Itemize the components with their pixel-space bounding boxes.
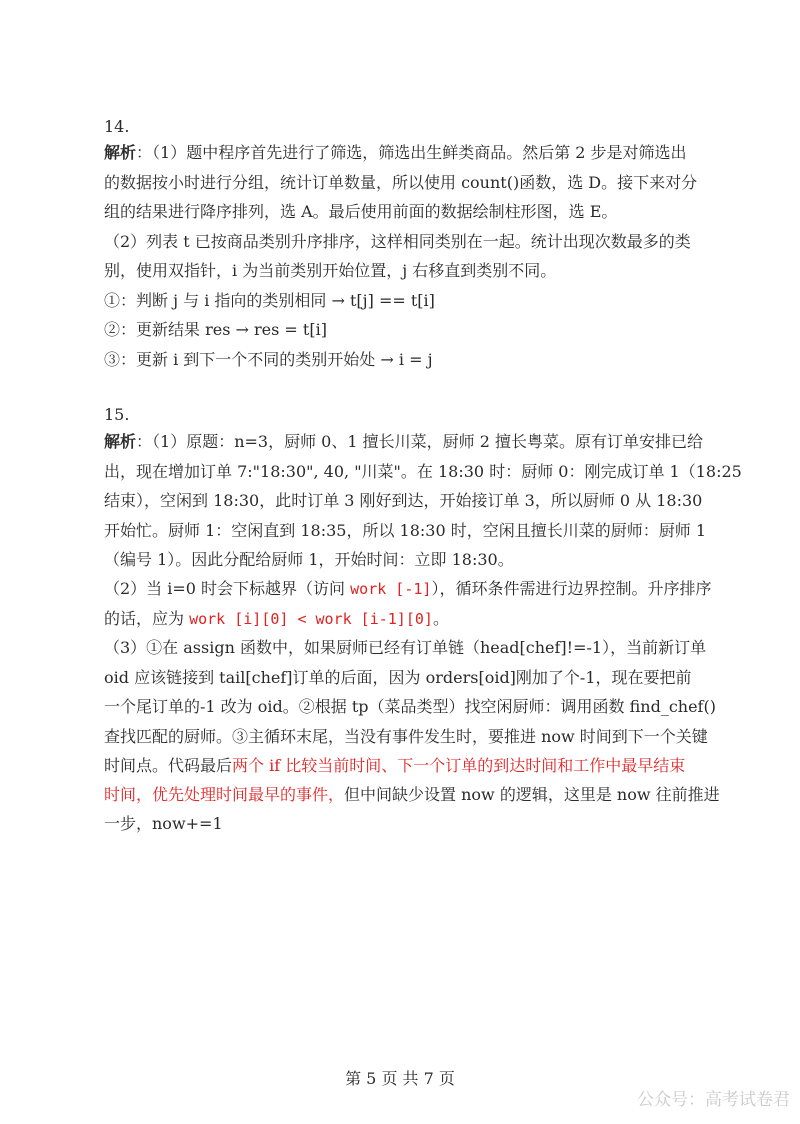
q15-text-1: ：（1）原题：n=3，厨师 0、1 擅长川菜，厨师 2 擅长粤菜。原有订单安排已给 xyxy=(136,432,703,451)
q15-line-8: （3）①在 assign 函数中，如果厨师已经有订单链（head[chef]!=-1），当前新订单 xyxy=(104,638,707,657)
q14-text-1: ：（1）题中程序首先进行了筛选，筛选出生鲜类商品。然后第 2 步是对筛选出 xyxy=(136,143,687,162)
q14-line-3: 组的结果进行降序排列，选 A。最后使用前面的数据绘制柱形图，选 E。 xyxy=(104,202,618,221)
q15-highlight-13: 时间，优先处理时间最早的事件， xyxy=(104,785,345,804)
q14-line-8: ③：更新 i 到下一个不同的类别开始处 → i = j xyxy=(104,350,433,369)
q14-line-5: 别，使用双指针，i 为当前类别开始位置，j 右移直到类别不同。 xyxy=(104,261,557,280)
q15-text-7c: 。 xyxy=(432,609,449,628)
q15-text-7a: 的话，应为 xyxy=(104,609,190,628)
q15-line-12 xyxy=(104,755,685,777)
q14-line-7: ②：更新结果 res → res = t[i] xyxy=(104,320,327,339)
question-15-number: 15. xyxy=(104,405,130,424)
q15-text-6c: ），循环条件需进行边界控制。升序排序 xyxy=(431,579,712,598)
q15-line-2: 出，现在增加订单 7:"18:30", 40, "川菜"。在 18:30 时：厨师 0：刚完成订单 1（18:25 xyxy=(104,462,742,481)
q14-analysis-label: 解析 xyxy=(104,143,137,162)
q14-line-6: ①：判断 j 与 i 指向的类别相同 → t[j] == t[i] xyxy=(104,291,435,310)
q15-line-7 xyxy=(104,608,449,630)
q14-line-1 xyxy=(104,142,687,164)
q15-line-11: 查找匹配的厨师。③主循环末尾，当没有事件发生时，要推进 now 时间到下一个关键 xyxy=(104,727,708,746)
q15-line-3: 结束），空闲到 18:30，此时订单 3 刚好到达，开始接订单 3，所以厨师 0 从 18:30 xyxy=(104,491,703,510)
q15-analysis-label: 解析 xyxy=(104,432,137,451)
q15-text-6a: （2）当 i=0 时会下标越界（访问 xyxy=(104,579,351,598)
q14-line-2: 的数据按小时进行分组，统计订单数量，所以使用 count()函数，选 D。接下来对分 xyxy=(104,173,698,192)
q15-line-9: oid 应该链接到 tail[chef]订单的后面，因为 orders[oid]刚加了个-1，现在要把前 xyxy=(104,668,692,687)
q15-line-1 xyxy=(104,431,703,453)
q15-line-5: （编号 1）。因此分配给厨师 1，开始时间：立即 18:30。 xyxy=(104,550,514,569)
question-14-number: 14. xyxy=(104,117,130,136)
watermark: 公众号：高考试卷君 xyxy=(637,1090,790,1110)
page-footer: 第 5 页 共 7 页 xyxy=(345,1069,455,1088)
q15-line-4: 开始忙。厨师 1：空闲直到 18:35，所以 18:30 时，空闲且擅长川菜的厨师：厨师 1 xyxy=(104,521,707,540)
q15-code-work-neg1: work [-1] xyxy=(350,580,432,598)
q15-line-6 xyxy=(104,578,711,600)
q15-code-comparison: work [i][0] < work [i-1][0] xyxy=(189,610,433,628)
q15-line-13 xyxy=(104,784,720,806)
q15-line-10: 一个尾订单的-1 改为 oid。②根据 tp（菜品类型）找空闲厨师：调用函数 find_chef() xyxy=(104,697,716,716)
q15-text-13b: 但中间缺少设置 now 的逻辑，这里是 now 往前推进 xyxy=(344,785,720,804)
q15-line-14: 一步，now+=1 xyxy=(104,814,223,833)
q14-line-4: （2）列表 t 已按商品类别升序排序，这样相同类别在一起。统计出现次数最多的类 xyxy=(104,232,691,251)
q15-highlight-12: 两个 if 比较当前时间、下一个订单的到达时间和工作中最早结束 xyxy=(232,756,686,775)
q15-text-12a: 时间点。代码最后 xyxy=(104,756,233,775)
